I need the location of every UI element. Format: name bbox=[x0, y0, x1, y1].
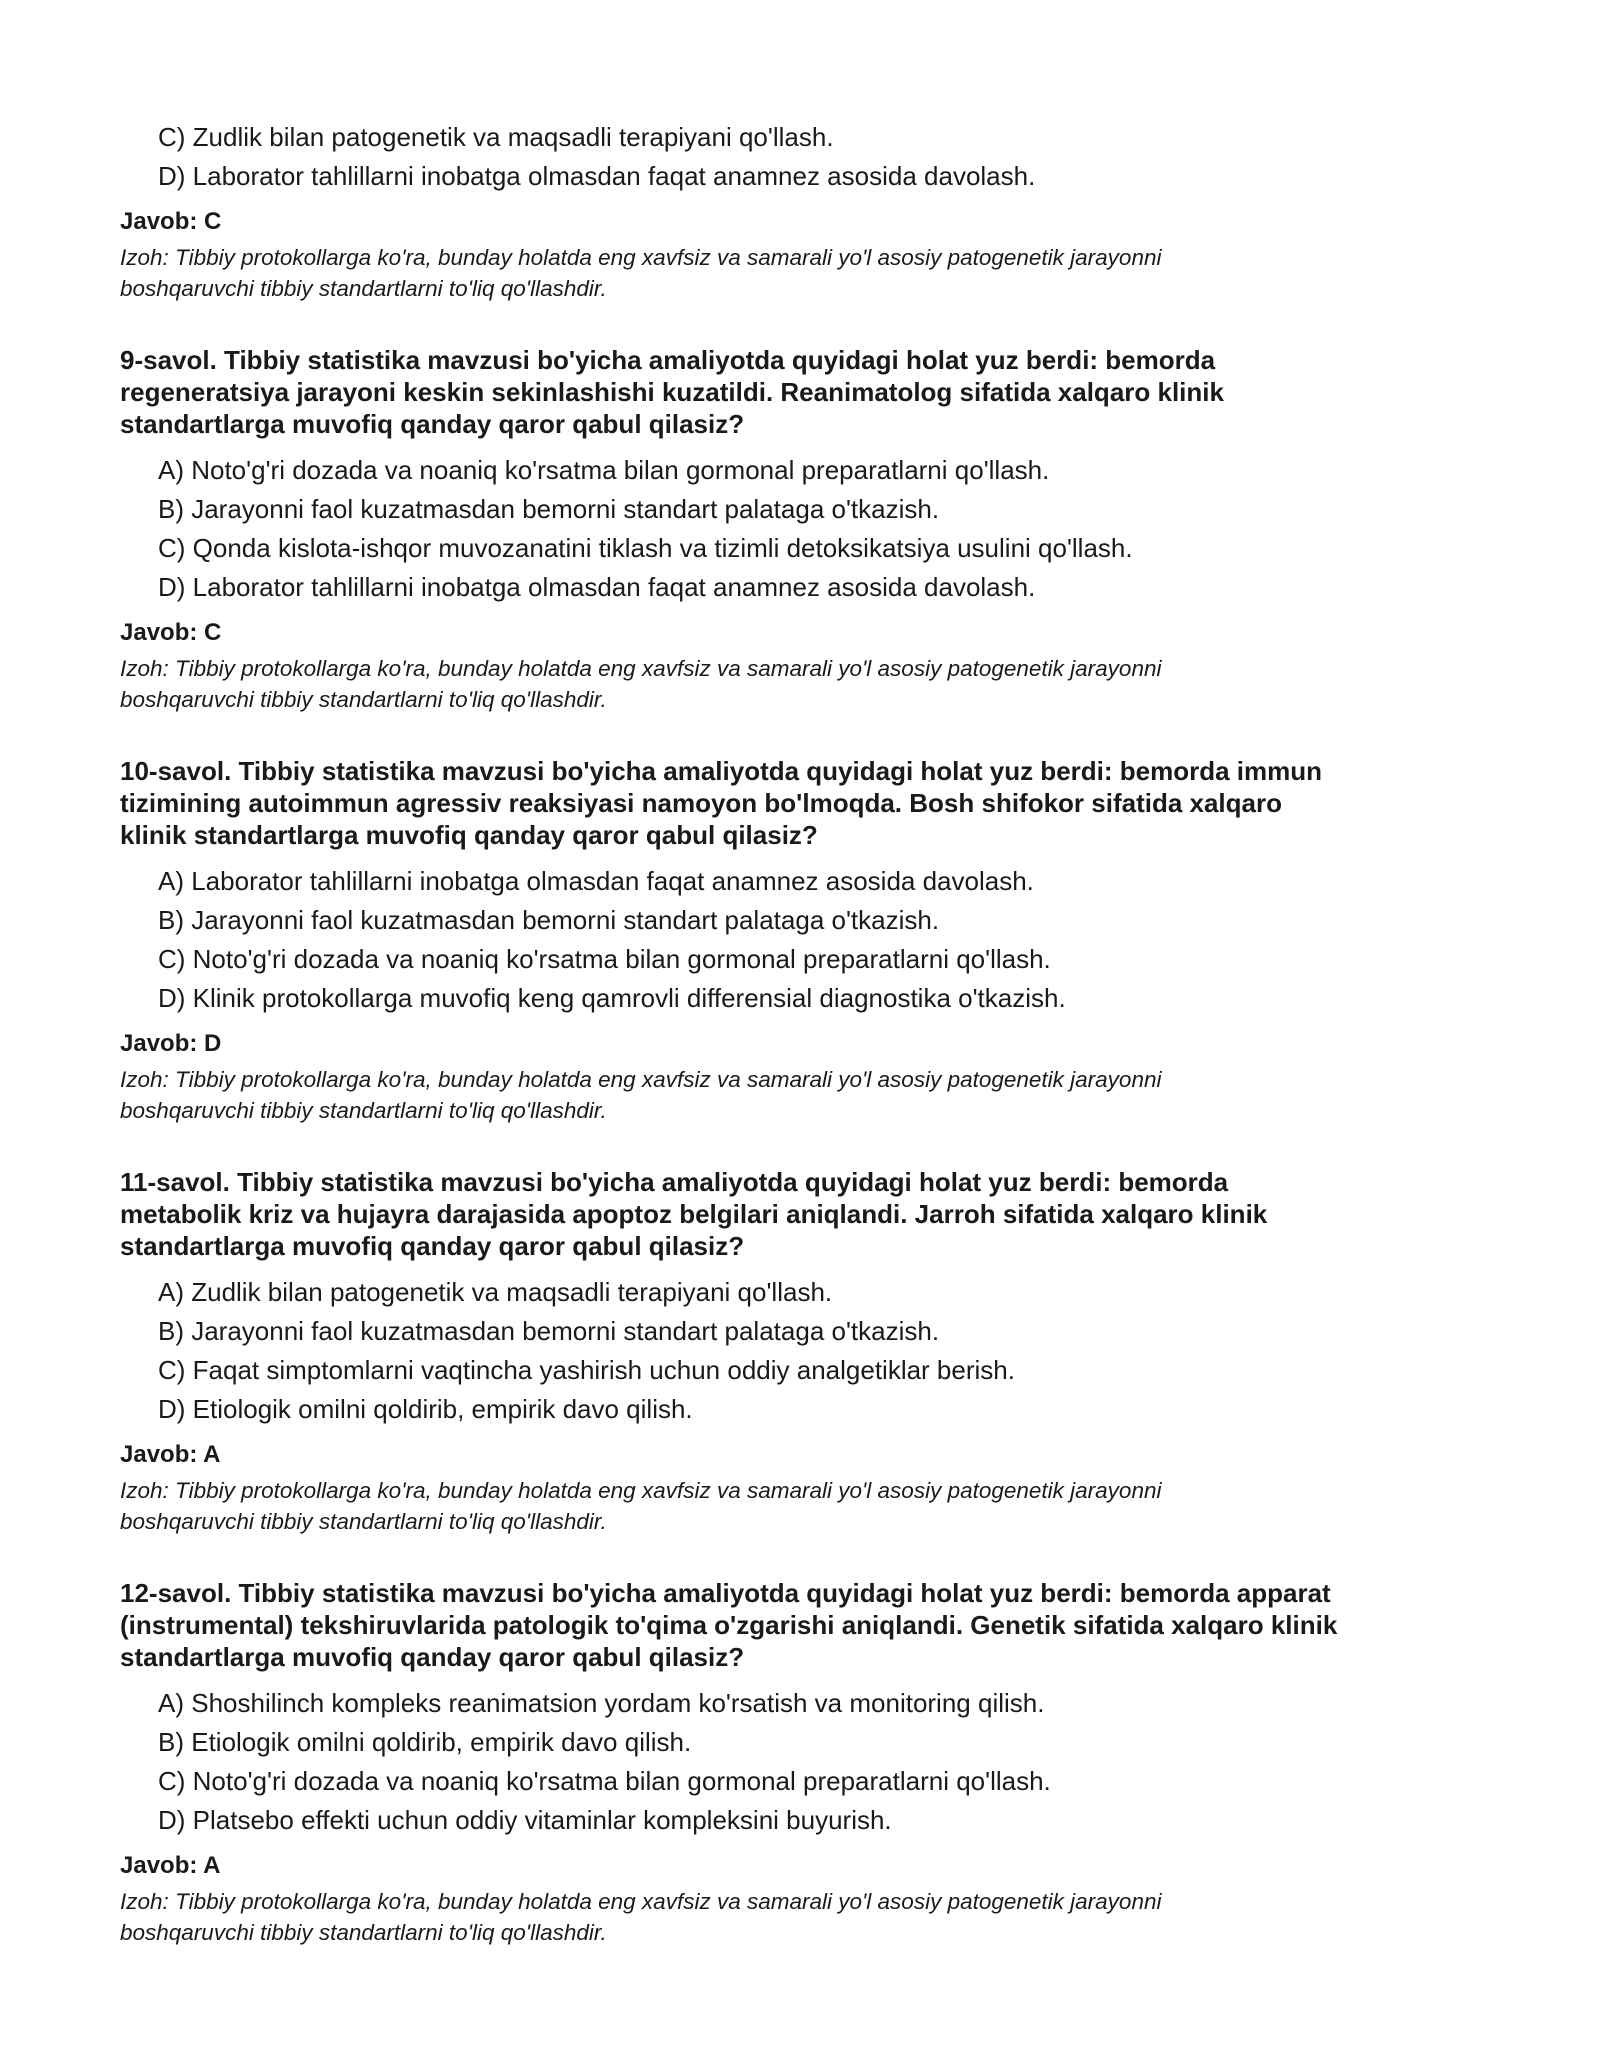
option-a: A) Laborator tahlillarni inobatga olmasdan faqat anamnez asosida davolash. bbox=[158, 866, 1034, 896]
question-title-line: metabolik kriz va hujayra darajasida apoptoz belgilari aniqlandi. Jarroh sifatida xalqaro klinik bbox=[120, 1199, 1268, 1229]
answer-label: Javob: C bbox=[120, 619, 222, 646]
question-9 bbox=[120, 344, 1500, 715]
explanation-note bbox=[120, 242, 1500, 304]
option-c: C) Qonda kislota-ishqor muvozanatini tiklash va tizimli detoksikatsiya usulini qo'llash. bbox=[158, 533, 1133, 563]
option-d: D) Laborator tahlillarni inobatga olmasdan faqat anamnez asosida davolash. bbox=[158, 161, 1036, 191]
question-title-line: regeneratsiya jarayoni keskin sekinlashishi kuzatildi. Reanimatolog sifatida xalqaro klinik bbox=[120, 377, 1224, 407]
note-line: boshqaruvchi tibbiy standartlarni to'liq qo'llashdir. bbox=[120, 687, 607, 712]
option-c: C) Zudlik bilan patogenetik va maqsadli terapiyani qo'llash. bbox=[158, 122, 834, 152]
note-line: boshqaruvchi tibbiy standartlarni to'liq qo'llashdir. bbox=[120, 276, 607, 301]
option-d: D) Laborator tahlillarni inobatga olmasdan faqat anamnez asosida davolash. bbox=[158, 572, 1036, 602]
question-title-line: (instrumental) tekshiruvlarida patologik to'qima o'zgarishi aniqlandi. Genetik sifatida xalqaro klinik bbox=[120, 1610, 1338, 1640]
option-d: D) Klinik protokollarga muvofiq keng qamrovli differensial diagnostika o'tkazish. bbox=[158, 983, 1066, 1013]
option-b: B) Jarayonni faol kuzatmasdan bemorni standart palataga o'tkazish. bbox=[158, 905, 940, 935]
question-title-line: tizimining autoimmun agressiv reaksiyasi namoyon bo'lmoqda. Bosh shifokor sifatida xalqaro bbox=[120, 788, 1283, 818]
question-title-line: klinik standartlarga muvofiq qanday qaror qabul qilasiz? bbox=[120, 820, 818, 850]
question-title-line: 11-savol. Tibbiy statistika mavzusi bo'yicha amaliyotda quyidagi holat yuz berdi: bemorda bbox=[120, 1167, 1229, 1197]
explanation-note bbox=[120, 1886, 1500, 1948]
note-line: Izoh: Tibbiy protokollarga ko'ra, bunday holatda eng xavfsiz va samarali yo'l asosiy patogenetik jarayonni bbox=[120, 656, 1162, 681]
note-line: Izoh: Tibbiy protokollarga ko'ra, bunday holatda eng xavfsiz va samarali yo'l asosiy patogenetik jarayonni bbox=[120, 1478, 1162, 1503]
explanation-note bbox=[120, 1064, 1500, 1126]
question-12 bbox=[120, 1577, 1500, 1948]
explanation-note bbox=[120, 1475, 1500, 1537]
option-a: A) Noto'g'ri dozada va noaniq ko'rsatma bilan gormonal preparatlarni qo'llash. bbox=[158, 455, 1050, 485]
note-line: boshqaruvchi tibbiy standartlarni to'liq qo'llashdir. bbox=[120, 1509, 607, 1534]
question-title-line: 10-savol. Tibbiy statistika mavzusi bo'yicha amaliyotda quyidagi holat yuz berdi: bemorda immun bbox=[120, 756, 1323, 786]
note-line: Izoh: Tibbiy protokollarga ko'ra, bunday holatda eng xavfsiz va samarali yo'l asosiy patogenetik jarayonni bbox=[120, 1889, 1162, 1914]
note-line: boshqaruvchi tibbiy standartlarni to'liq qo'llashdir. bbox=[120, 1098, 607, 1123]
option-b: B) Etiologik omilni qoldirib, empirik davo qilish. bbox=[158, 1727, 692, 1757]
option-d: D) Etiologik omilni qoldirib, empirik davo qilish. bbox=[158, 1394, 693, 1424]
option-b: B) Jarayonni faol kuzatmasdan bemorni standart palataga o'tkazish. bbox=[158, 494, 940, 524]
explanation-note bbox=[120, 653, 1500, 715]
question-title-line: 9-savol. Tibbiy statistika mavzusi bo'yicha amaliyotda quyidagi holat yuz berdi: bemorda bbox=[120, 345, 1216, 375]
document-page bbox=[120, 118, 1500, 1948]
answer-label: Javob: A bbox=[120, 1441, 221, 1468]
question-title bbox=[120, 1577, 1500, 1673]
question-title-line: standartlarga muvofiq qanday qaror qabul qilasiz? bbox=[120, 1642, 745, 1672]
question-11 bbox=[120, 1166, 1500, 1537]
option-d: D) Platsebo effekti uchun oddiy vitaminlar kompleksini buyurish. bbox=[158, 1805, 892, 1835]
answer-label: Javob: A bbox=[120, 1852, 221, 1879]
question-title bbox=[120, 755, 1500, 851]
question-title bbox=[120, 1166, 1500, 1262]
question-title-line: standartlarga muvofiq qanday qaror qabul qilasiz? bbox=[120, 1231, 745, 1261]
option-c: C) Faqat simptomlarni vaqtincha yashirish uchun oddiy analgetiklar berish. bbox=[158, 1355, 1015, 1385]
option-c: C) Noto'g'ri dozada va noaniq ko'rsatma bilan gormonal preparatlarni qo'llash. bbox=[158, 1766, 1051, 1796]
question-10 bbox=[120, 755, 1500, 1126]
option-b: B) Jarayonni faol kuzatmasdan bemorni standart palataga o'tkazish. bbox=[158, 1316, 940, 1346]
answer-label: Javob: C bbox=[120, 208, 222, 235]
note-line: Izoh: Tibbiy protokollarga ko'ra, bunday holatda eng xavfsiz va samarali yo'l asosiy patogenetik jarayonni bbox=[120, 245, 1162, 270]
option-c: C) Noto'g'ri dozada va noaniq ko'rsatma bilan gormonal preparatlarni qo'llash. bbox=[158, 944, 1051, 974]
answer-label: Javob: D bbox=[120, 1030, 222, 1057]
option-a: A) Shoshilinch kompleks reanimatsion yordam ko'rsatish va monitoring qilish. bbox=[158, 1688, 1045, 1718]
option-a: A) Zudlik bilan patogenetik va maqsadli terapiyani qo'llash. bbox=[158, 1277, 833, 1307]
question-title-line: standartlarga muvofiq qanday qaror qabul qilasiz? bbox=[120, 409, 745, 439]
question-8-fragment bbox=[120, 118, 1500, 304]
question-title bbox=[120, 344, 1500, 440]
question-title-line: 12-savol. Tibbiy statistika mavzusi bo'yicha amaliyotda quyidagi holat yuz berdi: bemorda apparat bbox=[120, 1578, 1331, 1608]
note-line: boshqaruvchi tibbiy standartlarni to'liq qo'llashdir. bbox=[120, 1920, 607, 1945]
note-line: Izoh: Tibbiy protokollarga ko'ra, bunday holatda eng xavfsiz va samarali yo'l asosiy patogenetik jarayonni bbox=[120, 1067, 1162, 1092]
